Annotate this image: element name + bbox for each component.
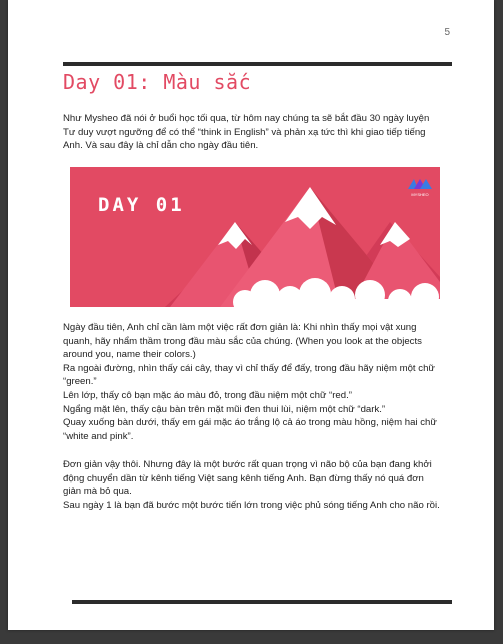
page-title: Day 01: Màu sắc	[63, 70, 252, 94]
day-banner-image	[70, 167, 440, 307]
conclusion-block	[63, 458, 443, 512]
logo-text: MYSHEO	[411, 192, 429, 197]
bottom-divider	[72, 600, 452, 604]
page-number: 5	[444, 27, 450, 38]
paragraph: Ngày đầu tiên, Anh chỉ cần làm một việc rất đơn giản là: Khi nhìn thấy mọi vật xung quanh, hãy nhẩm thầm trong đầu màu sắc của chúng. (When you look at the objects around you, name their colors.)	[63, 322, 422, 361]
paragraph: Sau ngày 1 là bạn đã bước một bước tiến lớn trong việc phủ sóng tiếng Anh cho não rồi.	[63, 499, 440, 511]
document-page	[8, 0, 494, 630]
instructions-block	[63, 321, 443, 443]
banner-day-label: DAY 01	[98, 194, 185, 216]
top-divider	[63, 62, 452, 66]
paragraph: Ra ngoài đường, nhìn thấy cái cây, thay vì chỉ thấy để đấy, trong đầu hãy niệm một chữ “green.”	[63, 362, 435, 388]
paragraph: Ngẩng mặt lên, thấy cậu bàn trên mặt mũi đen thui lùi, niệm một chữ “dark.”	[63, 403, 386, 415]
intro-paragraph: Như Mysheo đã nói ở buổi học tối qua, từ hôm nay chúng ta sẽ bắt đầu 30 ngày luyện Tư duy vượt ngưỡng để có thể “think in English” và phản xạ tức thì khi giao tiếp tiếng Anh. Và sau đây là chỉ dẫn cho ngày đầu tiên.	[63, 113, 430, 152]
paragraph: Quay xuống bàn dưới, thấy em gái mặc áo trắng lộ cả áo trong màu hồng, niệm hai chữ “white and pink”.	[63, 417, 437, 442]
paragraph: Đơn giản vậy thôi. Nhưng đây là một bước rất quan trọng vì não bộ của bạn đang khởi động chuyển dần từ kênh tiếng Việt sang kênh tiếng Anh. Bạn đừng thấy nó quá đơn giản mà bỏ qua.	[63, 459, 432, 498]
paragraph: Lên lớp, thấy cô bạn mặc áo màu đỏ, trong đầu niệm một chữ “red.”	[63, 389, 352, 401]
